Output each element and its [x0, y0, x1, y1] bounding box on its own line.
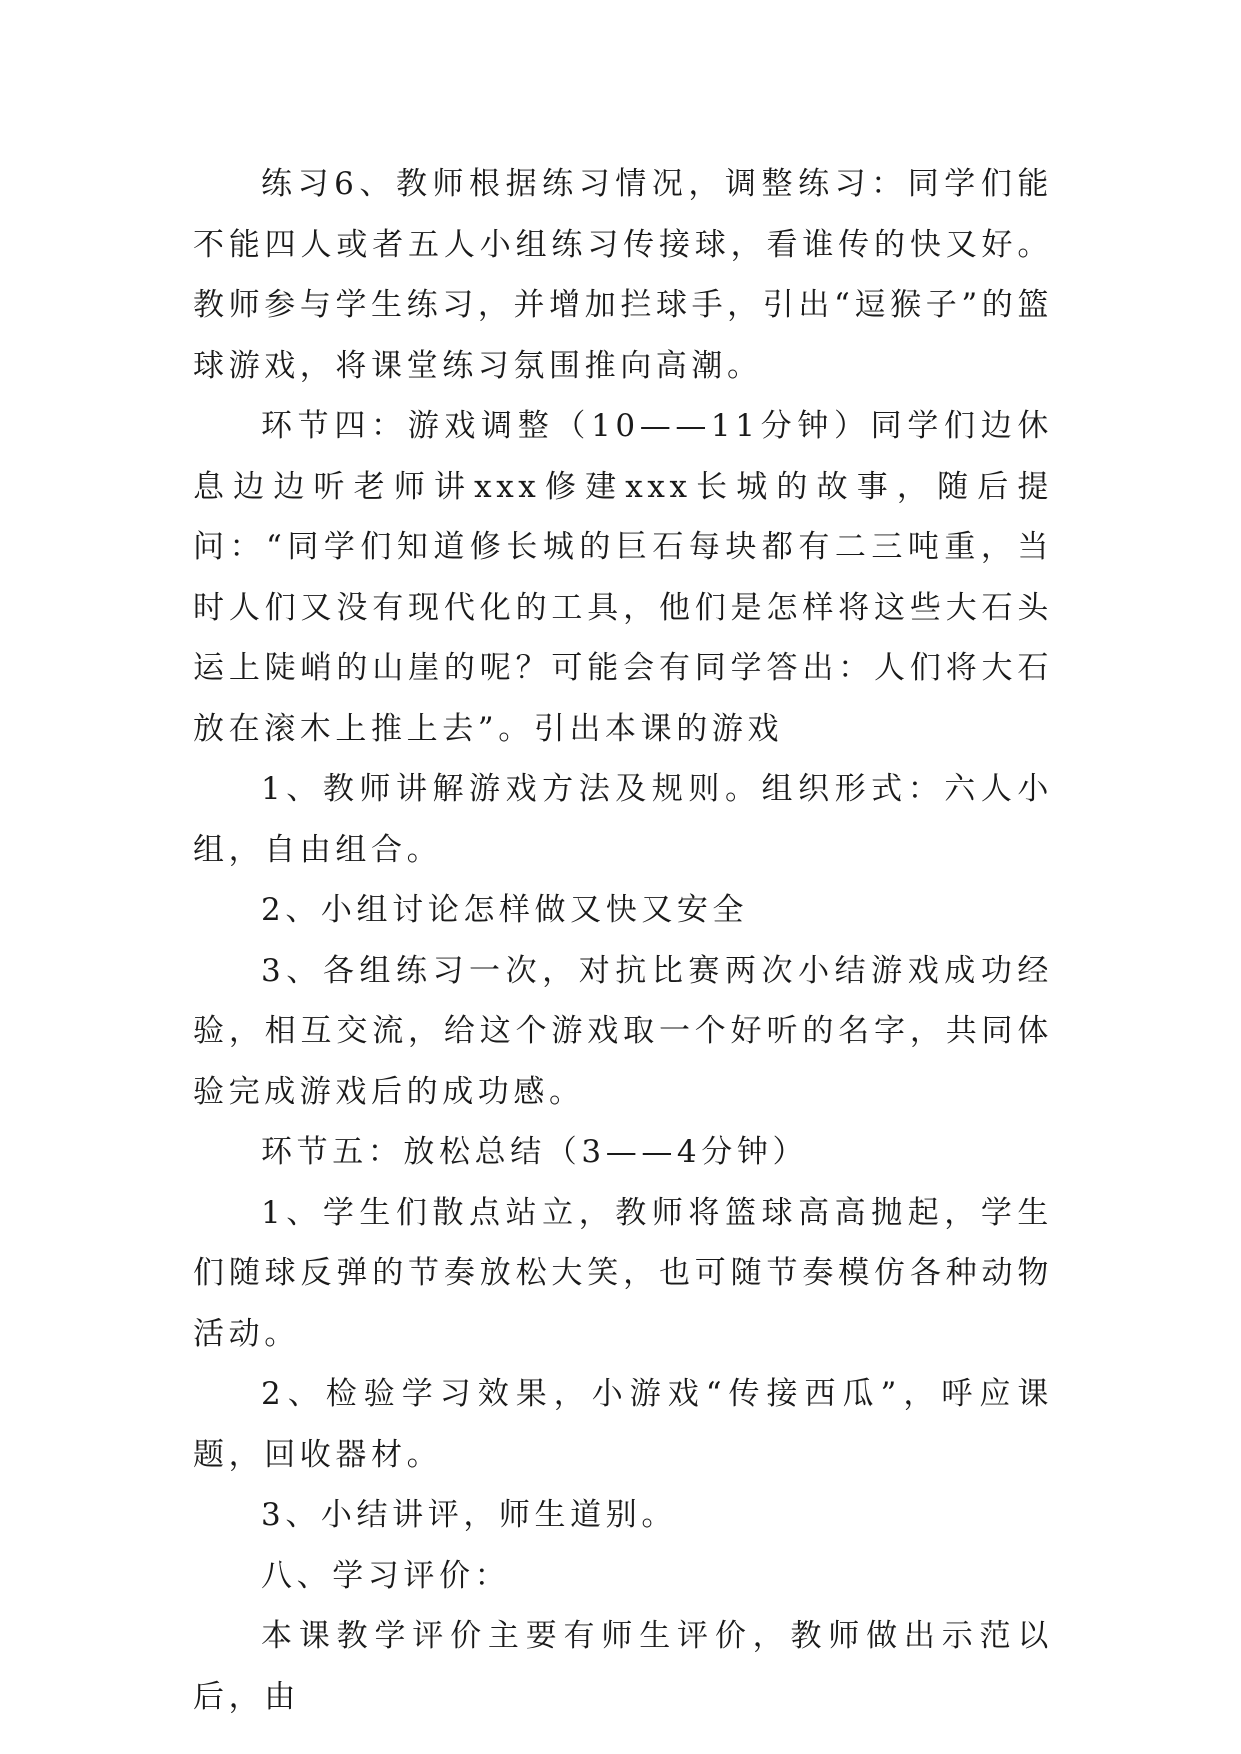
paragraph-summary: 3、小结讲评，师生道别。: [261, 1497, 677, 1533]
paragraph-practice-6: 练习6、教师根据练习情况，调整练习：同学们能不能四人或者五人小组练习传接球，看谁传的快又好。教师参与学生练习，并增加拦球手，引出“逗猴子”的篮球游戏，将课堂练习氛围推向高潮。: [193, 166, 1053, 384]
paragraph-check-results: 2、检验学习效果，小游戏“传接西瓜”，呼应课题，回收器材。: [193, 1376, 1053, 1473]
paragraph-stage-five-heading: 环节五：放松总结（3——4分钟）: [261, 1134, 809, 1170]
paragraph-relaxation: 1、学生们散点站立，教师将篮球高高抛起，学生们随球反弹的节奏放松大笑，也可随节奏模仿各种动物活动。: [193, 1194, 1053, 1352]
document-page: [193, 154, 1053, 1727]
paragraph-group-discussion: 2、小组讨论怎样做又快又安全: [261, 892, 749, 928]
paragraph-stage-four-game: 环节四：游戏调整（10——11分钟）同学们边休息边边听老师讲xxx修建xxx长城的故事，随后提问：“同学们知道修长城的巨石每块都有二三吨重，当时人们又没有现代化的工具，他们是怎样将这些大石头运上陡峭的山崖的呢？可能会有同学答出：人们将大石放在滚木上推上去”。引出本课的游戏: [193, 408, 1053, 747]
paragraph-group-practice: 3、各组练习一次，对抗比赛两次小结游戏成功经验，相互交流，给这个游戏取一个好听的名字，共同体验完成游戏后的成功感。: [193, 952, 1053, 1110]
paragraph-game-rules: 1、教师讲解游戏方法及规则。组织形式：六人小组，自由组合。: [193, 771, 1053, 868]
paragraph-evaluation: 本课教学评价主要有师生评价，教师做出示范以后，由: [193, 1618, 1053, 1715]
section-heading-evaluation: 八、学习评价：: [261, 1557, 511, 1594]
